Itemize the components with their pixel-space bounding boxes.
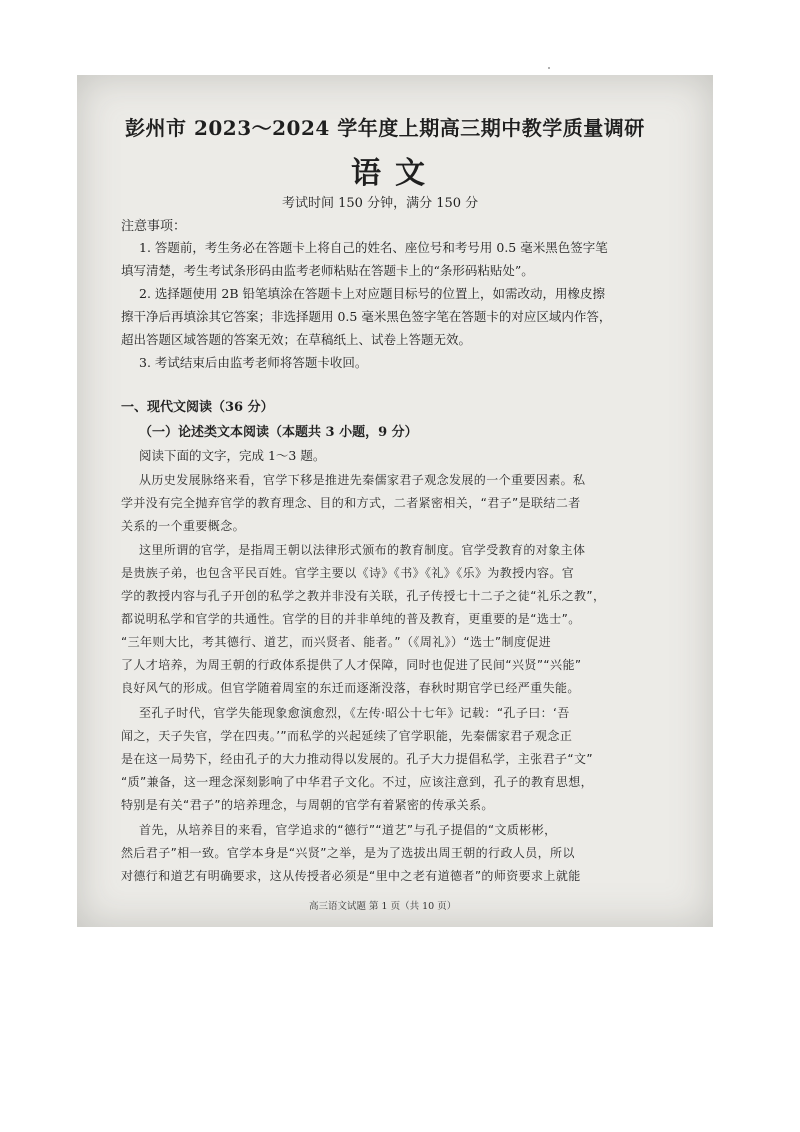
passage-line: 是贵族子弟，也包含平民百姓。官学主要以《诗》《书》《礼》《乐》为教授内容。官	[121, 566, 575, 580]
passage-line: 然后君子”相一致。官学本身是“兴贤”之举，是为了选拔出周王朝的行政人员，所以	[121, 846, 575, 860]
notice-heading: 注意事项：	[121, 219, 187, 234]
section-heading: 一、现代文阅读（36 分）	[121, 400, 274, 415]
passage-line: “质”兼备，这一理念深刻影响了中华君子文化。不过，应该注意到，孔子的教育思想，	[121, 775, 594, 789]
notice-line: 填写清楚，考生考试条形码由监考老师粘贴在答题卡上的“条形码粘贴处”。	[121, 263, 534, 278]
notice-line: 超出答题区域答题的答案无效；在草稿纸上、试卷上答题无效。	[121, 332, 472, 347]
exam-paper	[77, 75, 713, 927]
notice-line: 3. 考试结束后由监考老师将答题卡收回。	[139, 355, 368, 370]
passage-line: 学的教授内容与孔子开创的私学之教并非没有关联，孔子传授七十二子之徒“礼乐之教”，	[121, 589, 606, 603]
passage-line: 关系的一个重要概念。	[121, 519, 246, 533]
page-footer: 高三语文试题 第 1 页（共 10 页）	[309, 901, 457, 912]
passage-line: 至孔子时代，官学失能现象愈演愈烈，《左传·昭公十七年》记载：“孔子曰：‘吾	[139, 706, 570, 720]
passage-line: 闻之，天子失官，学在四夷。’”而私学的兴起延续了官学职能，先秦儒家君子观念正	[121, 729, 573, 743]
passage-line: 从历史发展脉络来看，官学下移是推进先秦儒家君子观念发展的一个重要因素。私	[139, 473, 586, 487]
passage-line: 都说明私学和官学的共通性。官学的目的并非单纯的普及教育，更重要的是“选士”。	[121, 612, 581, 626]
exam-title: 彭州市 2023～2024 学年度上期高三期中教学质量调研	[125, 116, 645, 140]
subject-title: 语文	[351, 156, 439, 191]
notice-line: 擦干净后再填涂其它答案；非选择题用 0.5 毫米黑色签字笔在答题卡的对应区域内作答，	[121, 309, 612, 324]
passage-line: 了人才培养，为周王朝的行政体系提供了人才保障，同时也促进了民间“兴贤”“兴能”	[121, 658, 582, 672]
exam-time: 考试时间 150 分钟，满分 150 分	[282, 196, 479, 211]
passage-line: 对德行和道艺有明确要求，这从传授者必须是“里中之老有道德者”的师资要求上就能	[121, 869, 581, 883]
passage-line: 良好风气的形成。但官学随着周室的东迁而逐渐没落，春秋时期官学已经严重失能。	[121, 681, 580, 695]
passage-line: 首先，从培养目的来看，官学追求的“德行”“道艺”与孔子提倡的“文质彬彬，	[139, 823, 557, 837]
notice-line: 1. 答题前，考生务必在答题卡上将自己的姓名、座位号和考号用 0.5 毫米黑色签字笔	[139, 240, 608, 255]
reading-instruction: 阅读下面的文字，完成 1～3 题。	[139, 448, 326, 463]
passage-line: 是在这一局势下，经由孔子的大力推动得以发展的。孔子大力提倡私学，主张君子“文”	[121, 752, 594, 766]
speck	[548, 67, 550, 69]
notice-line: 2. 选择题使用 2B 铅笔填涂在答题卡上对应题目标号的位置上，如需改动，用橡皮擦	[139, 286, 605, 301]
passage-line: 学并没有完全抛弃官学的教育理念、目的和方式，二者紧密相关，“君子”是联结二者	[121, 496, 581, 510]
subsection-heading: （一）论述类文本阅读（本题共 3 小题，9 分）	[139, 425, 418, 440]
passage-line: 特别是有关“君子”的培养理念，与周朝的官学有着紧密的传承关系。	[121, 798, 494, 812]
passage-line: “三年则大比，考其德行、道艺，而兴贤者、能者。”（《周礼》）“选士”制度促进	[121, 635, 552, 649]
passage-line: 这里所谓的官学，是指周王朝以法律形式颁布的教育制度。官学受教育的对象主体	[139, 543, 586, 557]
